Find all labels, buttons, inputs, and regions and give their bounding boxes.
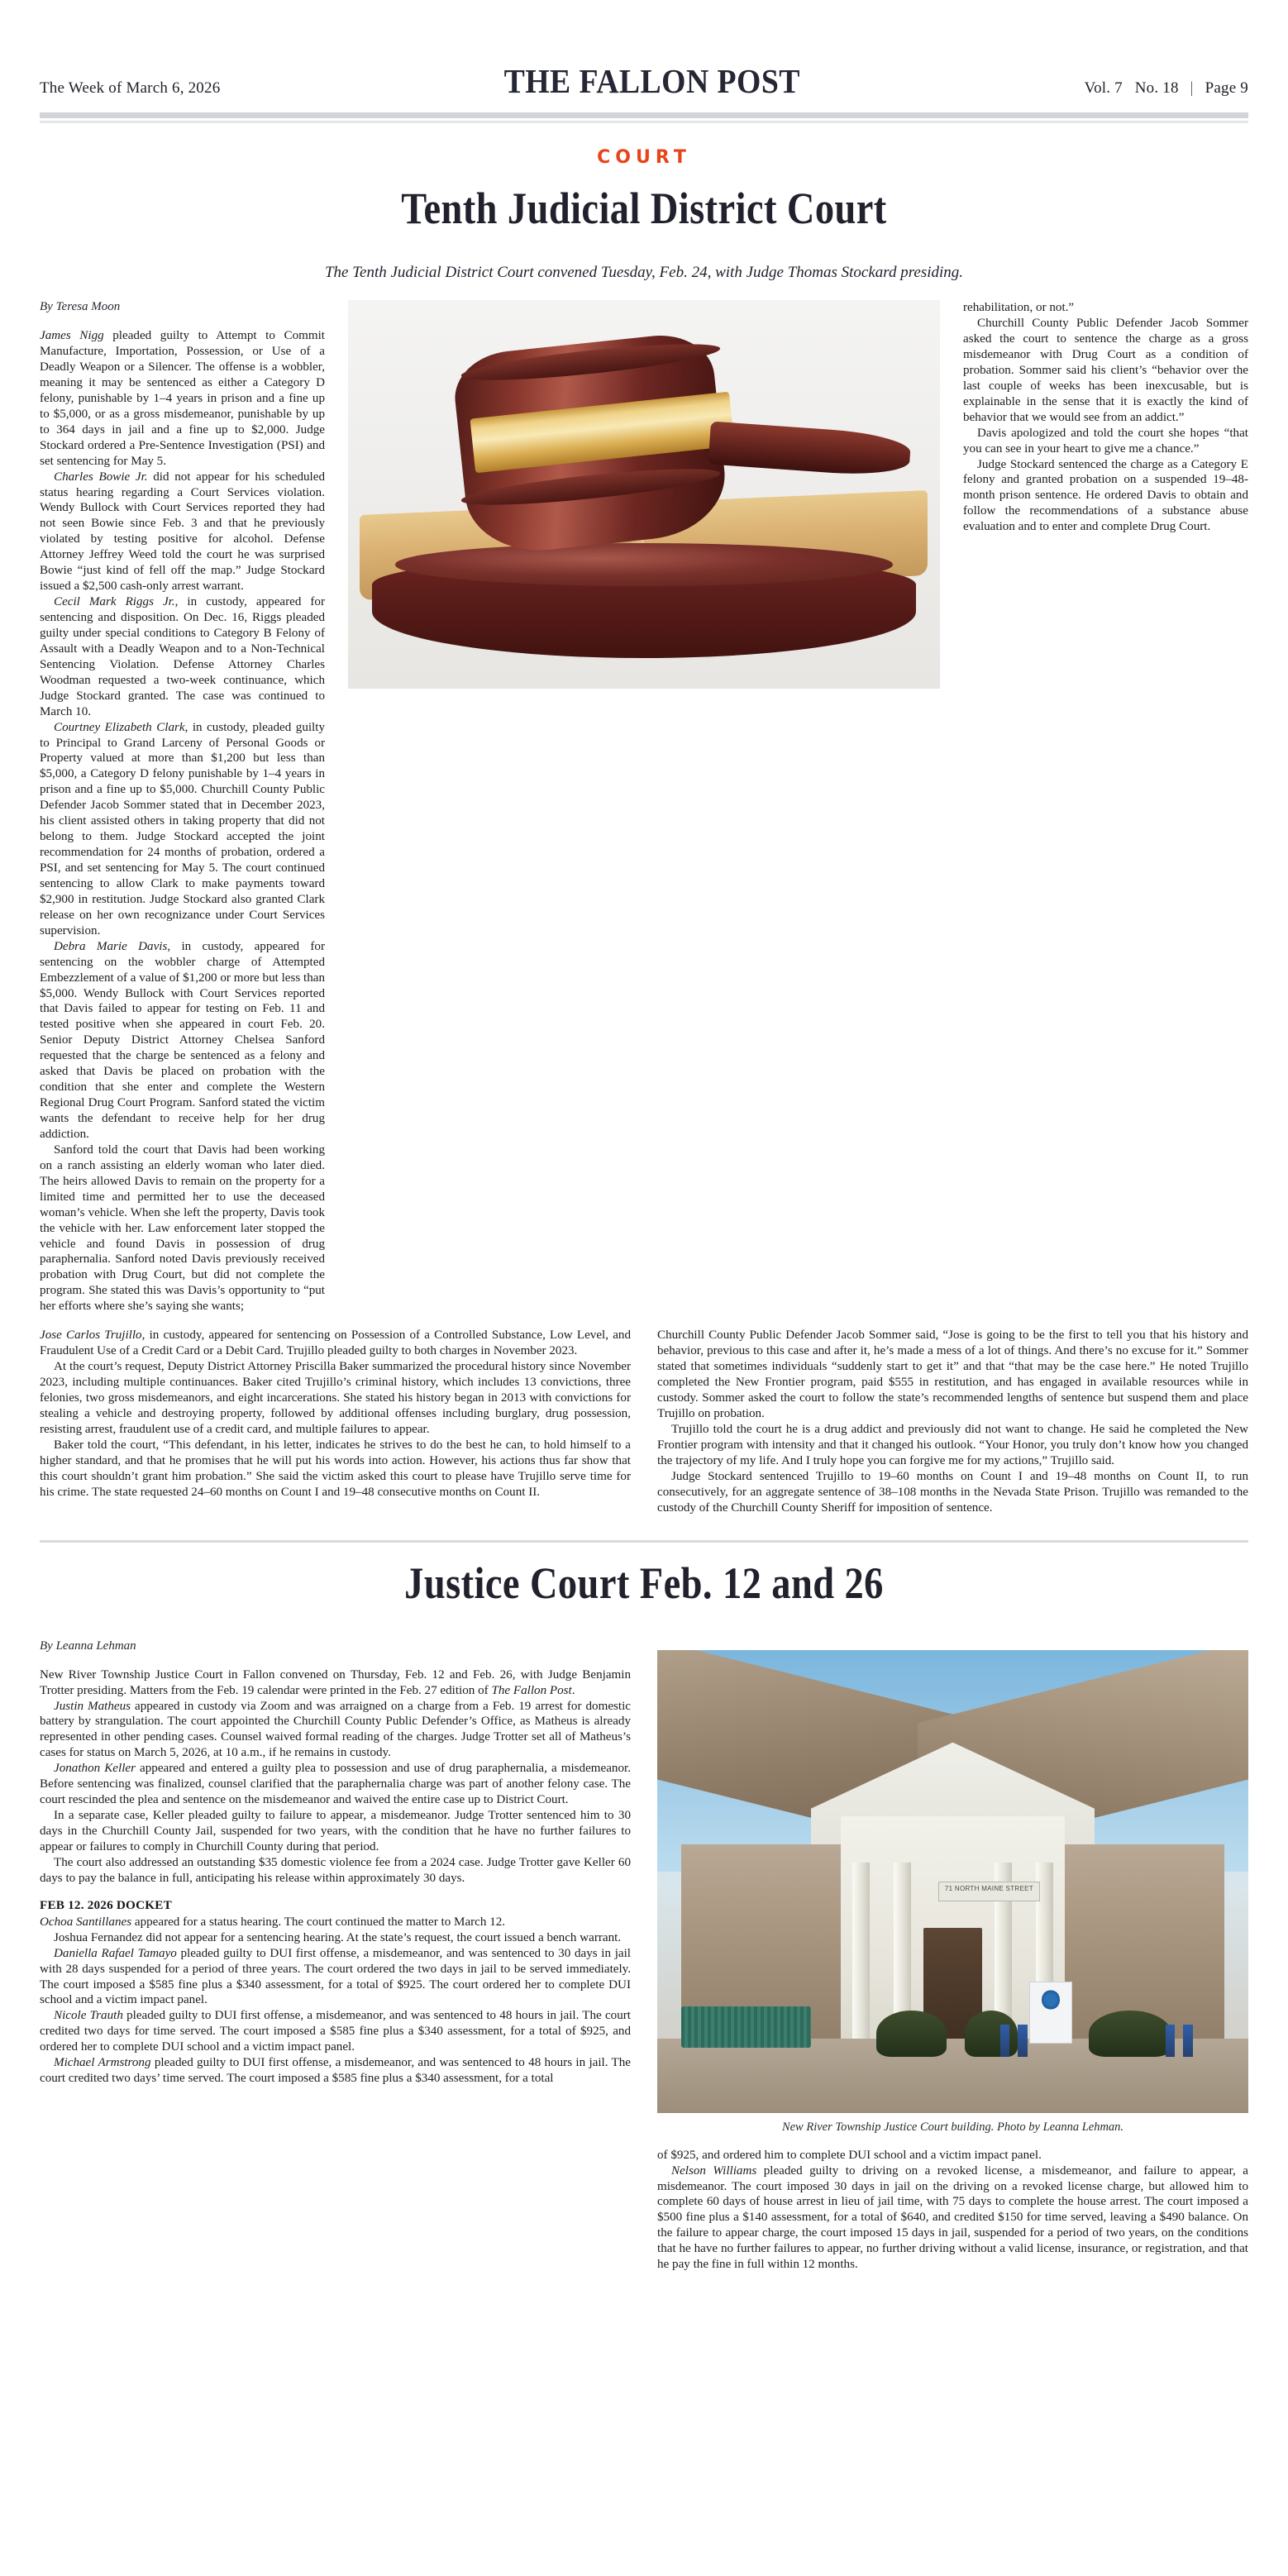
- article2-byline: By Leanna Lehman: [40, 1639, 136, 1653]
- building-address-sign: 71 NORTH MAINE STREET: [938, 1882, 1041, 1901]
- paragraph: Justin Matheus appeared in custody via Zoom and was arraigned on a charge from a Feb. 19 arrest for domestic battery by strangulation. The court appointed the Churchill County Public Defender’s Office, as Matheus is already represented in other pending cases. Counsel waived formal reading of the charges. Judge Trotter set all of Matheus’s cases for status on March 5, 2026, at 10 a.m., if he remains in custody.: [40, 1699, 631, 1760]
- masthead-rule-thin: [40, 121, 1248, 123]
- paragraph: Jonathon Keller appeared and entered a guilty plea to possession and use of drug paraphernalia, a misdemeanor. Before sentencing was finalized, counsel clarified that the paraphernalia charge was part of another felony case. The court rescinded the plea and sentence on the misdemeanor and waived the entire case up to District Court.: [40, 1762, 631, 1807]
- courthouse-photo: [657, 1650, 1248, 2113]
- paragraph: James Nigg pleaded guilty to Attempt to Commit Manufacture, Importation, Possession, or Use of a Deadly Weapon or a Silencer. The offense is a wobbler, meaning it may be sentenced as either a Category D felony, punishable by 1–4 years in prison and a fine up to $5,000, or as a gross misdemeanor, punishable by up to 364 days in jail and a fine up to $2,000. Judge Stockard ordered a Pre-Sentence Investigation (PSI) and set sentencing for May 5.: [40, 329, 325, 468]
- gavel-handle: [708, 422, 911, 479]
- flag-marker: [1166, 2025, 1175, 2057]
- paragraph: Courtney Elizabeth Clark, in custody, pleaded guilty to Principal to Grand Larceny of Personal Goods or Property valued at more than $1,200 but less than $5,000, a Category D felony punishable by 1–4 years in prison and a fine up to $5,000. Churchill County Public Defender Jacob Sommer stated that in December 2023, his client assisted others in taking property that did not belong to them. Judge Stockard accepted the joint recommendation for 24 months of probation, ordered a PSI, and set sentencing for May 5. The court continued sentencing to allow Clark to make payments toward $2,900 in restitution. Judge Stockard also granted Clark release on her own recognizance under Court Services supervision.: [40, 720, 325, 937]
- section-kicker-court: COURT: [597, 147, 691, 168]
- paragraph: New River Township Justice Court in Fallon convened on Thursday, Feb. 12 and Feb. 26, with Judge Benjamin Trotter presiding. Matters from the Feb. 19 calendar were printed in the Feb. 27 edition of The Fallon Post.: [40, 1667, 631, 1697]
- flag-marker: [1018, 2025, 1027, 2057]
- volume-label: Vol. 7: [1084, 79, 1123, 97]
- paragraph: Jose Carlos Trujillo, in custody, appeared for sentencing on Possession of a Controlled Substance, Low Level, and Fraudulent Use of a Credit Card or a Debit Card. Trujillo pleaded guilty to both charges in November 2023.: [40, 1329, 631, 1358]
- article1-lower-column-right: [657, 1328, 1248, 1515]
- paragraph: Daniella Rafael Tamayo pleaded guilty to DUI first offense, a misdemeanor, and was sentenced to 30 days in jail with 28 days suspended for a period of three years. The court ordered the two days in jail to be served immediately. The court imposed a $585 fine plus a $340 assessment, for a total of $925. The court ordered her to complete DUI school and a victim impact panel.: [40, 1946, 631, 2007]
- article1-column-3: [963, 300, 1248, 1314]
- issue-info: [1085, 79, 1248, 98]
- article1-lower-column-left: [40, 1328, 631, 1515]
- article2-headline: Justice Court Feb. 12 and 26: [404, 1558, 884, 1609]
- flag-marker: [1000, 2025, 1009, 2057]
- paragraph: Debra Marie Davis, in custody, appeared for sentencing on the wobbler charge of Attempted Embezzlement of a value of $1,200 or more but less than $5,000. Wendy Bullock with Court Services reported that Davis failed to appear for testing on Feb. 11 and tested positive when she appeared in court Feb. 20. Senior Deputy District Attorney Chelsea Sanford requested that the charge be sentenced as a felony and asked that Davis be placed on probation with the condition that she enter and complete the Western Regional Drug Court Program. Sanford stated the victim wants the defendant to receive help for her drug addiction.: [40, 939, 326, 1141]
- edition-date: The Week of March 6, 2026: [40, 79, 221, 97]
- column-spacer: [657, 1639, 1248, 1650]
- article1-lower-columns: [40, 1328, 1248, 1515]
- paragraph: Nicole Trauth pleaded guilty to DUI first offense, a misdemeanor, and was sentenced to 48 hours in jail. The court credited two days for time served. The court imposed a $585 fine plus a $340 assessment, for a total of $925, and ordered her to complete DUI school and a victim impact panel.: [40, 2009, 631, 2054]
- article1-top-columns: [40, 300, 1248, 1314]
- paragraph: In a separate case, Keller pleaded guilty to failure to appear, a misdemeanor. Judge Trotter sentenced him to 30 days in the Churchill County Jail, suspended for two years, with the condition that he have no further failures to appear or failures to comply in Churchill County during that period.: [40, 1809, 631, 1853]
- paragraph: Judge Stockard sentenced the charge as a Category E felony and granted probation on a suspended 19–48-month prison sentence. He ordered Davis to obtain and follow the recommendations of a substance abuse evaluation and to enter and complete Drug Court.: [963, 457, 1248, 534]
- page-number-label: Page 9: [1205, 79, 1248, 97]
- paragraph: of $925, and ordered him to complete DUI school and a victim impact panel.: [657, 2148, 1042, 2162]
- paragraph: Churchill County Public Defender Jacob Sommer asked the court to sentence the charge as a gross misdemeanor with Drug Court as a condition of probation. Sommer said his client’s “behavior over the last couple of weeks has been inexcusable, but is explainable in the sense that it is exactly the kind of behavior that we would see from an addict.”: [963, 317, 1248, 424]
- article1-column-1: [40, 300, 325, 1314]
- paragraph: Sanford told the court that Davis had been working on a ranch assisting an elderly woman who later died. The heirs allowed Davis to remain on the property for a limited time and permitted her to use the deceased woman’s vehicle. When she left the property, Davis took the vehicle with her. Law enforcement later stopped the vehicle and found Davis in possession of drug paraphernalia. Sanford noted Davis previously received probation with Drug Court, but did not complete the program. She stated this was Davis’s opportunity to “put her efforts where she’s saying she wants;: [40, 1143, 325, 1314]
- paragraph: Ochoa Santillanes appeared for a status hearing. The court continued the matter to March 12.: [40, 1915, 506, 1929]
- paragraph: The court also addressed an outstanding $35 domestic violence fee from a 2024 case. Judge Trotter gave Keller 60 days to pay the balance in full, anticipating his release within approximately 30 days.: [40, 1855, 631, 1885]
- portico-column: [852, 1863, 870, 2048]
- article1-column-2: [348, 300, 940, 1314]
- shrub: [965, 2011, 1018, 2057]
- article2-columns: [40, 1639, 1248, 2273]
- paragraph: Cecil Mark Riggs Jr., in custody, appeared for sentencing and disposition. On Dec. 16, Riggs pleaded guilty under special conditions to Category B Felony of Assault with a Deadly Weapon and to a Non-Technical Sentencing Violation. Defense Attorney Charles Woodman requested a two-week continuance, which Judge Stockard granted. The case was continued to March 10.: [40, 595, 326, 718]
- gavel-sound-block-top: [395, 543, 892, 586]
- gavel-photo: [348, 300, 940, 689]
- article1-headline: Tenth Judicial District Court: [401, 184, 887, 233]
- paragraph: Charles Bowie Jr. did not appear for his scheduled status hearing regarding a Court Services violation. Wendy Bullock with Court Services reported they had not seen Bowie since Feb. 3 and that he previously violated by testing positive for alcohol. Defense Attorney Jeffrey Weed told the court he was surprised Bowie “just kind of fell off the map.” Judge Stockard issued a $2,500 cash-only arrest warrant.: [40, 470, 325, 594]
- paragraph: rehabilitation, or not.”: [963, 301, 1075, 315]
- masthead-separator: |: [1190, 79, 1194, 97]
- paragraph: Joshua Fernandez did not appear for a sentencing hearing. At the state’s request, the court issued a bench warrant.: [54, 1930, 622, 1944]
- paragraph: Davis apologized and told the court she hopes “that you can see in your heart to give me a chance.”: [963, 426, 1248, 456]
- photo-caption: New River Township Justice Court building. Photo by Leanna Lehman.: [781, 2120, 1124, 2134]
- paper-name: THE FALLON POST: [503, 62, 801, 100]
- docket-heading: FEB 12. 2026 DOCKET: [40, 1897, 172, 1912]
- masthead-rule-thick: [40, 112, 1248, 118]
- article1-deck: The Tenth Judicial District Court convened Tuesday, Feb. 24, with Judge Thomas Stockard presiding.: [324, 264, 964, 282]
- paragraph: Churchill County Public Defender Jacob Sommer said, “Jose is going to be the first to tell you that his history and behavior, previous to this case and after it, he’s made a mess of a lot of things. And there’s no excuse for it.” Sommer stated that sometimes individuals “suddenly start to get it” and that “that may be the case here.” He noted Trujillo completed the New Frontier program, paid $555 in restitution, and has engaged in available resources while in custody. Sommer asked the court to follow the state’s recommended lengths of sentence but suspend them and place Trujillo on probation.: [657, 1329, 1248, 1420]
- article1-byline: By Teresa Moon: [40, 300, 121, 314]
- paragraph: At the court’s request, Deputy District Attorney Priscilla Baker summarized the procedural history since November 2023, including multiple continuances. Baker cited Trujillo’s criminal history, which includes 13 convictions, three felonies, two gross misdemeanors, and eight incarcerations. She stated his history began in 2013 with convictions for stealing a vehicle and destroying property, followed by additional offenses including burglary, drug possession, resisting arrest, fraudulent use of a credit card, and multiple failures to appear.: [40, 1360, 631, 1436]
- paragraph: Nelson Williams pleaded guilty to driving on a revoked license, a misdemeanor, and failure to appear, a misdemeanor. The court imposed 30 days in jail on the driving on a revoked license charge, but allowed him to complete 60 days of house arrest in lieu of jail time, with 75 days to complete the house arrest. The court imposed a $500 fine plus a $140 assessment, for a total of $640, and credited $150 for time served, leaving a $490 balance. On the failure to appear charge, the court imposed 15 days in jail, suspended for a period of two years, on the conditions that he have no further failures to appear, no further driving without a valid license, insurance, or registration, and that he pay the fine in full within 12 months.: [657, 2163, 1248, 2272]
- flag-marker: [1183, 2025, 1192, 2057]
- shrub: [1089, 2011, 1171, 2057]
- shrub: [876, 2011, 947, 2057]
- article-divider: [40, 1540, 1248, 1543]
- paragraph: Trujillo told the court he is a drug addict and previously did not want to change. He said he completed the New Frontier program with intensity and that it changed his outlook. “Your Honor, you truly don’t know how you changed the trajectory of my life. And I truly hope you can forgive me for my actions,” Trujillo said.: [657, 1422, 1248, 1467]
- article2-column-right: [657, 1639, 1248, 2273]
- paragraph: Judge Stockard sentenced Trujillo to 19–60 months on Count I and 19–48 months on Count II, to run consecutively, for an aggregate sentence of 38–108 months in the Nevada State Prison. Trujillo was remanded to the custody of the Churchill County Sheriff for imposition of sentence.: [657, 1469, 1248, 1515]
- masthead: [40, 0, 1248, 101]
- issue-number-label: No. 18: [1134, 79, 1179, 97]
- bench: [681, 2006, 811, 2048]
- paragraph: Michael Armstrong pleaded guilty to DUI first offense, a misdemeanor, and was sentenced to 48 hours in jail. The court credited two days’ time served. The court imposed a $585 fine plus a $340 assessment, for a total: [40, 2056, 631, 2086]
- window-poster: [1029, 1982, 1072, 2044]
- paragraph: Baker told the court, “This defendant, in his letter, indicates he strives to do the best he can, to hold himself to a higher standard, and that he promises that he will put his words into action. However, his actions thus far show that this court shouldn’t grant him probation.” She said the victim asked this court to please have Trujillo serve time for his crime. The state requested 24–60 months on Count I and 19–48 consecutive months on Count II.: [40, 1438, 631, 1499]
- article2-column-left: [40, 1639, 631, 2273]
